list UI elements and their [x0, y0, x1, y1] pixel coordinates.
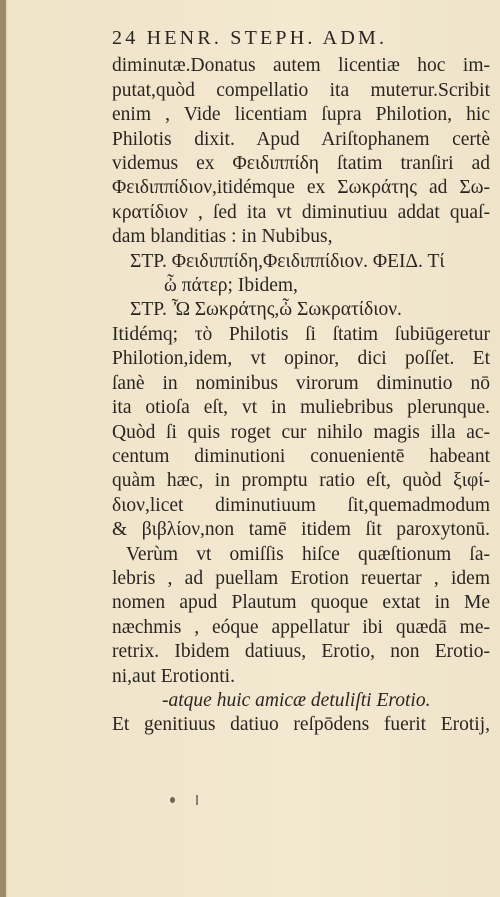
- text-line: lebris , ad puellam Erotion reuertar , idem: [112, 567, 490, 589]
- quote-line: ΣΤΡ. Ὦ Σωκράτης,ὦ Σωκρατίδιον.: [130, 299, 402, 321]
- text-line: ita otioſa eſt, vt in muliebribus plerunque.: [112, 397, 490, 419]
- running-title: HENR. STEPH. ADM.: [146, 27, 388, 49]
- text-line: Philotis dixit. Apud Ariſtophanem certè: [112, 128, 490, 150]
- text-line: διον,licet diminutiuum ſit,quemadmodum: [112, 494, 490, 516]
- text-line: κρατίδιον , ſed ita vt diminutiuu addat quaſ-: [112, 201, 490, 223]
- text-line: ſanè in nominibus virorum diminutio nō: [112, 372, 490, 394]
- text-line: næchmis , eóque appellatur ibi quædā me-: [112, 616, 490, 638]
- page-number: 24: [112, 27, 139, 49]
- text-line: quàm hæc, in promptu ratio eſt, quòd ξιφί-: [112, 470, 490, 492]
- quote-line: ὦ πάτερ; Ibidem,: [164, 275, 298, 297]
- ink-spot: [170, 797, 175, 803]
- text-line: putat,quòd compellatio ita muteтur.Scribit: [112, 79, 490, 101]
- text-line: dam blanditias : in Nubibus,: [112, 226, 333, 248]
- text-line: Philotion,idem, vt opinor, dici poſſet. Et: [112, 348, 490, 370]
- text-line: Et genitiuus datiuo reſpōdens fuerit Erotij,: [112, 714, 490, 736]
- text-line: Itidémq; τὸ Philotis ſi ſtatim ſubiūgeretur: [112, 323, 490, 345]
- text-line: centum diminutioni conuenientē habeant: [112, 445, 490, 467]
- running-header: [112, 26, 490, 50]
- quote-line: ΣΤΡ. Φειδιππίδη,Φειδιππίδιον. ΦΕΙΔ. Τί: [130, 250, 445, 272]
- page-gutter-edge: [0, 0, 6, 897]
- text-line: nomen apud Plautum quoque extat in Me: [112, 592, 490, 614]
- text-line: Quòd ſi quis roget cur nihilo magis illa ac-: [112, 421, 490, 443]
- text-line: enim , Vide licentiam ſupra Philotion, hic: [112, 104, 490, 126]
- verse-line: -atque huic amicæ detuliſti Erotio.: [162, 689, 431, 711]
- text-line: & βιβλίον,non tamē itidem ſit paroxytonū.: [112, 519, 490, 541]
- text-line: Φειδιππίδιον,itidémque ex Σωκράτης ad Σω-: [112, 177, 490, 199]
- ink-stroke: [196, 795, 198, 805]
- text-line: ni,aut Erotionti.: [112, 665, 235, 687]
- text-line: diminutæ.Donatus autem licentiæ hoc im-: [112, 55, 490, 77]
- text-line: Verùm vt omiſſis hiſce quæſtionum ſa-: [126, 543, 490, 565]
- text-line: videmus ex Φειδιππίδη ſtatim tranſiri ad: [112, 153, 490, 175]
- text-line: retrix. Ibidem datiuus, Erotio, non Erotio-: [112, 641, 490, 663]
- page-text-block: [112, 26, 490, 738]
